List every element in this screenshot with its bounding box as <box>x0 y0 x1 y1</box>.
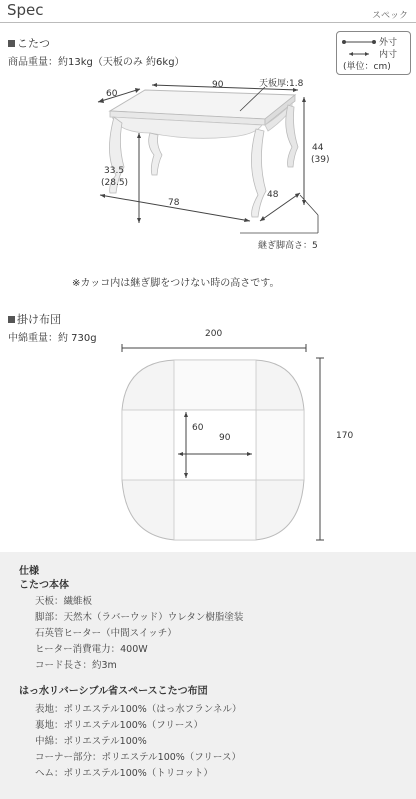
kotatsu-section-title <box>8 35 50 51</box>
legend-unit: (単位：cm) <box>343 62 391 72</box>
spec-group-title: はっ水リバーシブル省スペースこたつ布団 <box>19 686 208 697</box>
page-subtitle: スペック <box>371 11 408 21</box>
futon-dim-inner-depth: 60 <box>192 423 204 433</box>
legend-outer: 外寸 <box>379 38 398 48</box>
spec-item: 表地：ポリエステル100%（はっ水フランネル） <box>35 704 242 715</box>
futon-dim-width: 200 <box>205 329 223 339</box>
header-divider <box>0 22 416 23</box>
spec-item: 石英管ヒーター（中間スイッチ） <box>35 628 177 639</box>
spec-group-title: こたつ本体 <box>19 580 69 591</box>
section-marker-icon <box>8 316 15 323</box>
spec-item: 脚部：天然木（ラバーウッド）ウレタン樹脂塗装 <box>35 612 244 623</box>
legend-inner: 内寸 <box>379 50 398 60</box>
section-marker-icon <box>8 40 15 47</box>
dimension-legend <box>336 31 411 75</box>
spec-item: ヘム：ポリエステル100%（トリコット） <box>35 768 213 779</box>
kotatsu-title-text: こたつ <box>17 37 50 50</box>
dim-extension-leg: 継ぎ脚高さ：5 <box>258 241 318 251</box>
spec-item: ヒーター消費電力：400W <box>35 644 148 655</box>
dim-height: 44 <box>312 143 324 153</box>
spec-item: 天板：繊維板 <box>35 596 93 607</box>
legend-arrows-icon <box>341 37 377 59</box>
dim-depth: 60 <box>106 89 118 99</box>
kotatsu-note: ※カッコ内は継ぎ脚をつけない時の高さです。 <box>72 278 280 289</box>
spec-item: コーナー部分：ポリエステル100%（フリース） <box>35 752 241 763</box>
dim-width: 90 <box>212 80 224 90</box>
dim-height-short: (39) <box>311 155 330 165</box>
dim-inner-height: 33.5 <box>104 166 125 176</box>
dim-inner-width: 78 <box>168 198 180 208</box>
spec-item: 裏地：ポリエステル100%（フリース） <box>35 720 203 731</box>
dim-inner-depth: 48 <box>267 190 279 200</box>
futon-dim-inner-width: 90 <box>219 433 231 443</box>
dim-top-thickness: 天板厚:1.8 <box>259 79 304 89</box>
futon-illustration <box>0 340 416 550</box>
kotatsu-weight: 商品重量：約13kg（天板のみ 約6kg） <box>8 57 185 68</box>
futon-section-title <box>8 311 61 327</box>
futon-title-text: 掛け布団 <box>17 313 61 326</box>
spec-panel <box>0 552 416 799</box>
page-title: Spec <box>7 1 44 19</box>
spec-title: 仕様 <box>19 566 39 577</box>
spec-item: 中綿：ポリエステル100% <box>35 736 147 747</box>
spec-item: コード長さ：約3m <box>35 660 117 671</box>
futon-weight: 中綿重量：約 730g <box>8 333 97 344</box>
futon-dim-depth: 170 <box>336 431 354 441</box>
dim-inner-height-short: (28.5) <box>101 178 129 188</box>
kotatsu-table-illustration <box>0 75 416 260</box>
